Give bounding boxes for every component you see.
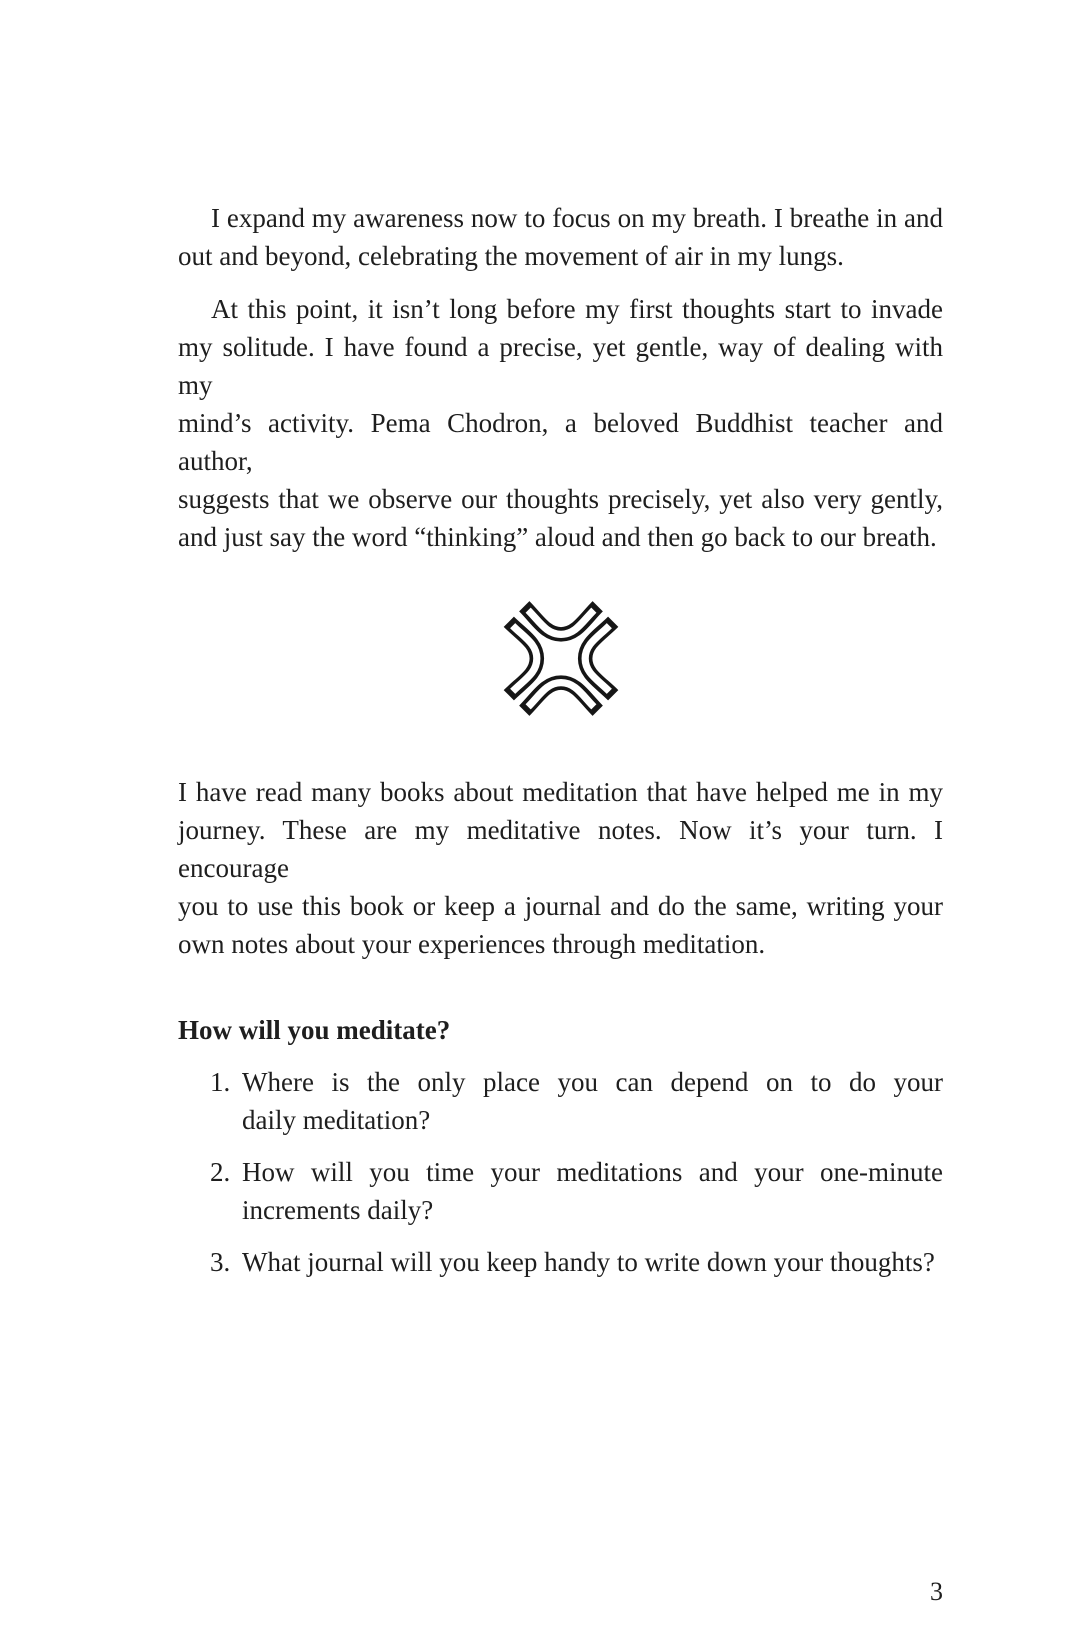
list-item-number: 1. [210, 1067, 231, 1097]
paragraph [178, 290, 943, 556]
intro-section [178, 199, 943, 556]
text-line: At this point, it isn’t long before my first thoughts start to invade [211, 294, 943, 324]
text-line: journey. These are my meditative notes. Now it’s your turn. I encourage [178, 815, 943, 883]
text-line: mind’s activity. Pema Chodron, a beloved Buddhist teacher and author, [178, 408, 943, 476]
question-list [178, 1063, 943, 1281]
text-line: I expand my awareness now to focus on my breath. I breathe in and [211, 203, 943, 233]
text-line: Where is the only place you can depend on to do your [242, 1067, 943, 1097]
list-item [178, 1153, 943, 1229]
paragraph [178, 773, 943, 963]
list-item-number: 2. [210, 1157, 231, 1187]
text-line: What journal will you keep handy to write down your thoughts? [242, 1247, 935, 1277]
text-line: my solitude. I have found a precise, yet gentle, way of dealing with my [178, 332, 943, 400]
section-heading: How will you meditate? [178, 1015, 451, 1045]
page-number: 3 [930, 1577, 943, 1606]
post-ornament-section [178, 773, 943, 963]
text-line: own notes about your experiences through meditation. [178, 929, 766, 959]
text-line: daily meditation? [242, 1105, 431, 1135]
list-item-text [242, 1063, 943, 1139]
text-column [178, 0, 943, 1611]
list-item-number: 3. [210, 1247, 231, 1277]
text-line: you to use this book or keep a journal and do the same, writing your [178, 891, 943, 921]
text-line: I have read many books about meditation that have helped me in my [178, 777, 943, 807]
list-item-text [242, 1153, 943, 1229]
section-break-ornament [503, 598, 619, 719]
text-line: increments daily? [242, 1195, 434, 1225]
text-line: out and beyond, celebrating the movement of air in my lungs. [178, 241, 844, 271]
text-line: How will you time your meditations and your one-minute [242, 1157, 943, 1187]
text-line: and just say the word “thinking” aloud and then go back to our breath. [178, 522, 937, 552]
list-item [178, 1063, 943, 1139]
paragraph [178, 199, 943, 275]
list-item [178, 1243, 943, 1281]
text-line: suggests that we observe our thoughts precisely, yet also very gently, [178, 484, 943, 514]
section-break-cross-ornament-icon [503, 598, 619, 719]
list-item-text [242, 1243, 943, 1281]
